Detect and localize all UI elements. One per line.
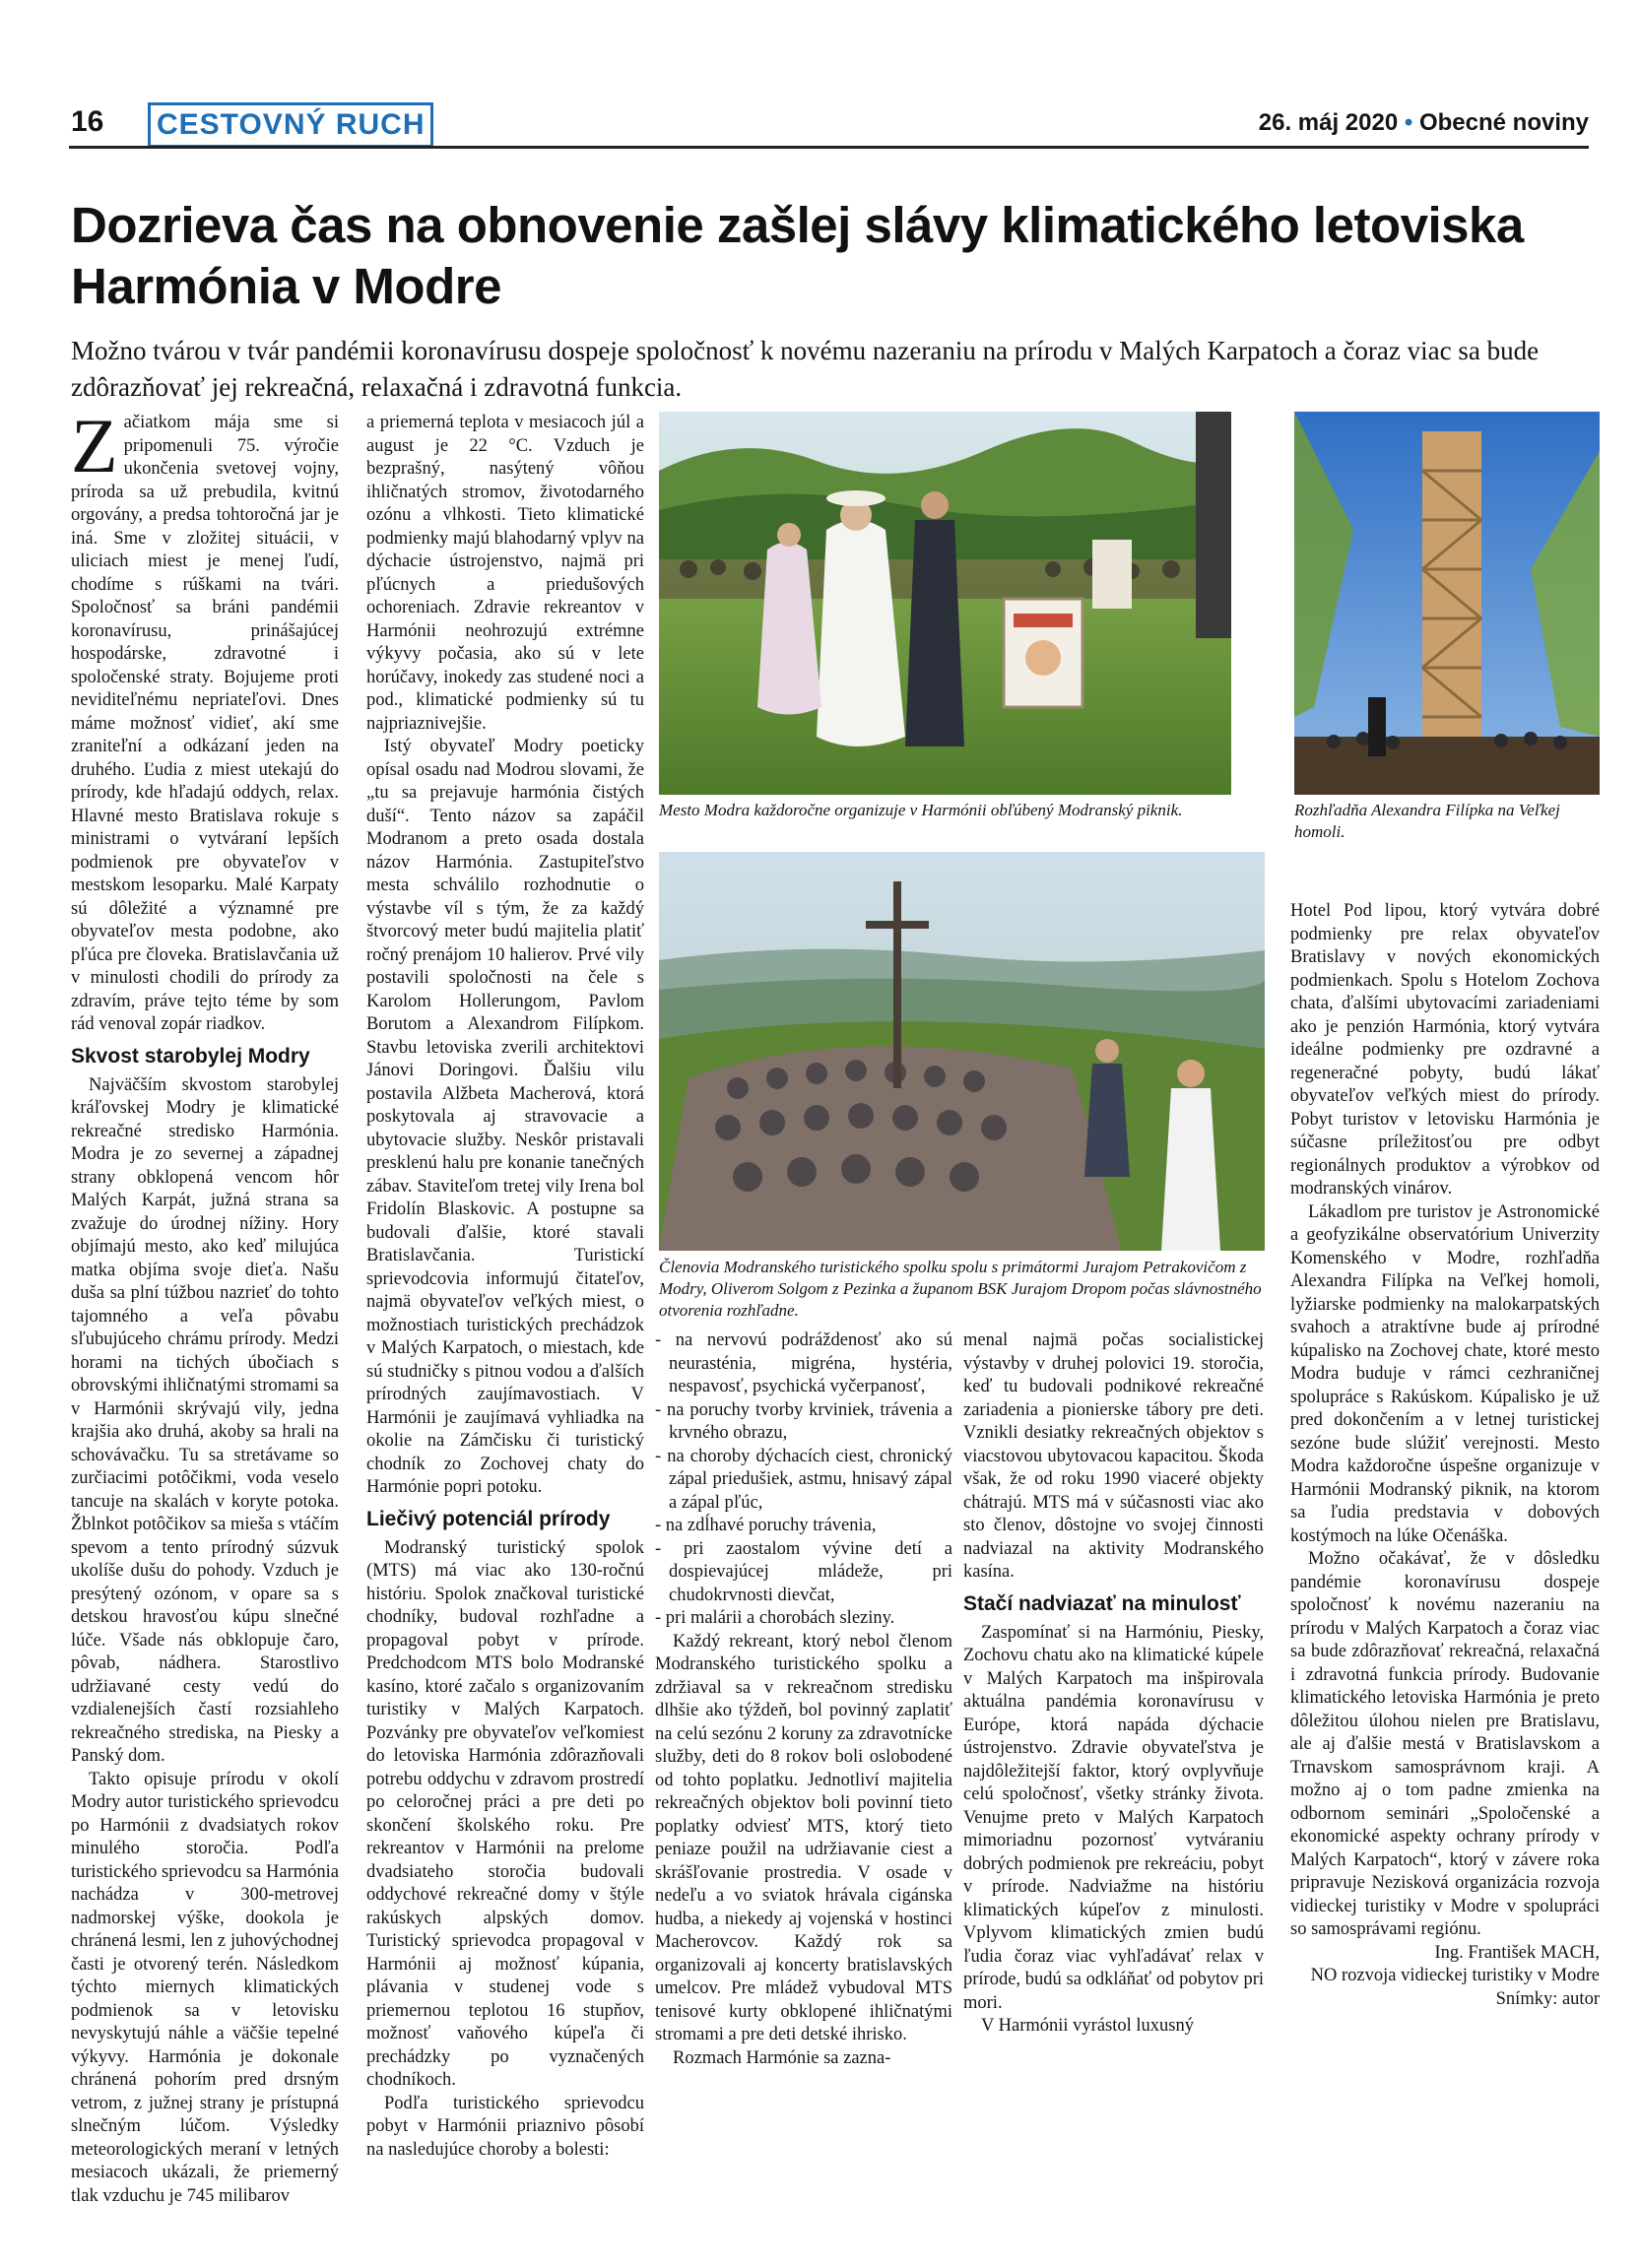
section-label: CESTOVNÝ RUCH	[148, 102, 433, 148]
list-item: - na zdĺhavé poruchy trávenia,	[655, 1516, 877, 1535]
column-4	[963, 1329, 1264, 2039]
picnic-costumes-photo	[659, 412, 1231, 795]
page-number: 16	[71, 105, 104, 138]
paragraph: a priemerná teplota v mesiacoch júl a august je 22 °C. Vzduch je bezprašný, nasýtený vôňou ihličnatých stromov, životodarného ozónu a vlhkosti. Tieto klimatické podmienky majú blahodarný vplyv na dýchacie ústrojenstvo, najmä pri pľúcnych a priedušových ochoreniach. Zdravie rekreantov v Harmónii neohrozujú extrémne výkyvy počasia, ako sú v lete horúčavy, inokedy zas studené noci a pod., klimatické podmienky sú tu najpriaznivejšie.	[366, 413, 644, 734]
paragraph: Takto opisuje prírodu v okolí Modry autor turistického sprievodcu po Harmónii z dvadsiatych rokov minulého storočia. Podľa turistického sprievodcu sa Harmónia nachádza v 300-metrovej nadmorskej výške, dookola je chránená lesmi, len z juhovýchodnej časti je otvorený terén. Následkom týchto miernych klimatických podmienok sa v letovisku nevyskytujú náhle a väčšie tepelné výkyvy. Harmónia je dokonale chránená pohorím pred drsným vetrom, z južnej strany je prístupná slnečným lúčom. Výsledky meteorologických meraní v letných mesiacoch ukázali, že priemerný tlak vzduchu je 745 milibarov	[71, 1769, 339, 2206]
paragraph: Hotel Pod lipou, ktorý vytvára dobré podmienky pre relax obyvateľov Bratislavy v nových ekonomických podmienkach. Spolu s Hotelom Zochova chata, ďalšími ubytovacími zariadeniami ako je penzión Harmónia, ktorý vytvára ideálne podmienky pre ozdravné a regeneračné pobyty, budú lákať obyvateľov veľkých miest do prírody. Pobyt turistov v letovisku Harmónia je súčasne príležitosťou pre odbyt regionálnych produktov a výrobkov od modranských vinárov.	[1290, 901, 1600, 1199]
paragraph: Každý rekreant, ktorý nebol členom Modranského turistického spolku a zdržiaval sa v rekreačnom stredisku dlhšie ako týždeň, bol povinný zaplatiť na celú sezónu 2 koruny za zdravotnícke služby, deti do 8 rokov boli oslobodené od tohto poplatku. Jednotliví majitelia rekreačných objektov boli povinní tieto poplatky odviesť MTS, ktorý tieto peniaze použil na udržiavanie ciest a skrášľovanie prostredia. V osade v nedeľu a vo sviatok hrávala cigánska hudba, a niekedy aj vojenská v hostinci Macherovcov. Každý rok sa organizovali aj koncerty bratislavských umelcov. Pre mládež vybudoval MTS tenisové kurty obklopené ihličnatými stromami a pre deti detské ihrisko.	[655, 1631, 952, 2044]
column-3	[655, 1329, 952, 2070]
paragraph: Rozmach Harmónie sa zazna-	[673, 2047, 891, 2068]
list-item: - pri malárii a chorobách sleziny.	[655, 1608, 895, 1628]
paragraph: menal najmä počas socialistickej výstavby v druhej polovici 19. storočia, keď tu budovali podnikové rekreačné zariadenia a pionierske tábory pre deti. Vznikli desiatky rekreačných objektov s viacstovou ubytovacou kapacitou. Škoda však, že od roku 1990 viaceré objekty chátrajú. MTS má v súčasnosti viac ako sto členov, dôstojne vo svojej činnosti nadviazal na aktivity Modranského kasína.	[963, 1330, 1264, 1582]
photo-credit: Snímky: autor	[1495, 1988, 1600, 2009]
issue-dateline	[1259, 106, 1589, 140]
subheading: Stačí nadviazať na minulosť	[963, 1591, 1241, 1615]
list-item: - pri zaostalom vývine detí a dospievajúcej mládeže, pri chudokrvnosti dievčat,	[655, 1538, 952, 1605]
issue-date: 26. máj 2020	[1258, 109, 1399, 136]
list-item: - na poruchy tvorby krviniek, trávenia a krvného obrazu,	[655, 1399, 952, 1443]
lookout-tower-photo	[1294, 412, 1600, 795]
author-organization: NO rozvoja vidieckej turistiky v Modre	[1310, 1966, 1600, 1985]
paragraph: Najväčším skvostom starobylej kráľovskej Modry je klimatické rekreačné stredisko Harmónia. Modra je zo severnej a západnej strany obklopená vencom hôr Malých Karpát, južná strana sa zvažuje do úrodnej nížiny. Hory objímajú mesto, ako keď milujúca matka objíma svoje dieťa. Našu duša sa plní túžbou nazrieť do tohto tajomného a veľa pôvabu sľubujúceho chrámu prírody. Medzi horami na tichých úbočiach s obrovskými ihličnatými stromami sa v Harmónii skrývajú vily, jedna krajšia ako druhá, akoby sa hrali na schovávačku. Tu sa stretávame so zurčiacimi potôčikmi, voda veselo tancuje na skalách v koryte potoka. Žblnkot potôčikov sa mieša s vtáčím spevom a tento prírodný súzvuk ukolíše dušu do pohody. Vzduch je presýtený ozónom, v opare sa s detskou hravosťou kúpu slnečné lúče. Všade nás obklopuje čaro, pôvab, nádhera. Starostlivo udržiavané cesty vedú do vzdialenejších častí rozsiahleho rekreačného strediska, na Piesky a Panský dom.	[71, 1074, 339, 1766]
photo-caption: Mesto Modra každoročne organizuje v Harmónii obľúbený Modranský piknik.	[659, 801, 1183, 819]
ailment-list	[655, 1329, 952, 1631]
paragraph: Istý obyvateľ Modry poeticky opísal osadu nad Modrou slovami, že „tu sa prejavuje harmónia čistých duší“. Tento názov sa zapáčil Modranom a preto osada dostala názov Harmónia. Zastupiteľstvo mesta schválilo rozhodnutie o výstavbe víl s tým, že za každý štvorcový meter budú majitelia platiť ročný prenájom 10 halierov. Prvé vily postavili spoločnosti na čele s Karolom Hollerungom, Pavlom Borutom a Alexandrom Filípkom. Stavbu letoviska zverili architektovi Jánovi Doringovi. Ďalšiu vilu postavila Alžbeta Macherová, ktorá poskytovala aj stravovacie a ubytovacie služby. Neskôr pristavali presklenú halu pre konanie tanečných zábav. Staviteľom tretej vily Irena bol Fridolín Blaskovic. A postupne sa budovali ďalšie, ktoré stavali Bratislavčania. Turistickí sprievodcovia informujú čitateľov, najmä obyvateľov veľkých miest, o možnostiach turistických prechádzok v Malých Karpatoch, o miestach, kde sú studničky s pitnou vodou a ďalších prírodných zaujímavostiach. V Harmónii je zaujímavá vyhliadka na okolie na Zámčisku či turistický chodník zo Zochovej chaty do Harmónie popri potoku.	[366, 737, 644, 1497]
paragraph: V Harmónii vyrástol luxusný	[981, 2016, 1194, 2036]
subheading: Skvost starobylej Modry	[71, 1044, 310, 1068]
publication-name: Obecné noviny	[1418, 109, 1589, 136]
list-item: - na choroby dýchacích ciest, chronický zápal priedušiek, astmu, hnisavý zápal a zápal pľúc,	[655, 1446, 952, 1513]
paragraph: Podľa turistického sprievodcu pobyt v Harmónii priaznivo pôsobí na nasledujúce choroby a bolesti:	[366, 2093, 644, 2160]
separator-dot: •	[1404, 109, 1413, 136]
subheading: Liečivý potenciál prírody	[366, 1507, 611, 1530]
column-1	[71, 403, 339, 2208]
drop-cap: Z	[71, 403, 118, 488]
column-2	[366, 412, 644, 2162]
list-item: - na nervovú podráždenosť ako sú neurasténia, migréna, hystéria, nespavosť, psychická vyčerpanosť,	[655, 1330, 952, 1396]
article-lead: Možno tvárou v tvár pandémii koronavírusu dospeje spoločnosť k novému nazeraniu na prírodu v Malých Karpatoch a čoraz viac sa bude zdôrazňovať jej rekreačná, relaxačná i zdravotná funkcia.	[71, 336, 1540, 402]
photo-caption: Rozhľadňa Alexandra Filípka na Veľkej homoli.	[1294, 801, 1560, 841]
paragraph: Modranský turistický spolok (MTS) má viac ako 130-ročnú históriu. Spolok značkoval turistické chodníky, budoval rozhľadne a propagoval pobyt v prírode. Predchodcom MTS bolo Modranské kasíno, ktoré začalo s organizovaním turistiky v Malých Karpatoch. Pozvánky pre obyvateľov veľkomiest do letoviska Harmónia zdôrazňovali potrebu oddychu v zdravom prostredí po celoročnej práci a pre deti po skončení školského roku. Pre rekreantov v Harmónii na prelome dvadsiateho storočia budovali oddychové rekreačné domy v štýle rakúskych alpských domov. Turistický sprievodca propagoval v Harmónii aj možnosť kúpania, plávania v studenej vode s priemernou teplotou 16 stupňov, možnosť vaňového kúpeľa či prechádzky po vyznačených chodníkoch.	[366, 1537, 644, 2090]
paragraph: Zaspomínať si na Harmóniu, Piesky, Zochovu chatu ako na klimatické kúpele v Malých Karpatoch ma inšpirovala aktuálna pandémia koronavírusu v Európe, ktorá napáda dýchacie ústrojenstvo. Zdravie obyvateľstva je najdôležitejší faktor, ktorý ovplyvňuje celú spoločnosť, všetky stránky života. Venujme preto v Malých Karpatoch mimoriadnu pozornosť vytváraniu dobrých podmienok pre rekreáciu, pobyt v prírode. Nadviažme na históriu klimatických kúpeľov z minulosti. Vplyvom klimatických zmien budú ľudia čoraz viac vyhľadávať relax v prírode, budú sa odkláňať od pobytov pri mori.	[963, 1622, 1264, 2013]
opening-paragraph	[71, 403, 339, 1037]
paragraph-text: ačiatkom mája sme si pripomenuli 75. výročie ukončenia svetovej vojny, príroda sa už prebudila, kvitnú orgovány, a predsa tohtoročná jar je iná. Sme v zložitej situácii, v uliciach miest je menej ľudí, chodíme s rúškami na tvári. Spoločnosť sa bráni pandémii koronavírusu, prinášajúcej hospodárske, zdravotné i spoločenské straty. Bojujeme proti neviditeľnému nepriateľovi. Dnes máme možnosť vidieť, akí sme zraniteľní a odkázaní jeden na druhého. Ľudia z miest utekajú do prírody, kde hľadajú oddych, relax. Hlavné mesto Bratislava rokuje s ministrami o vytváraní lepších podmienok pre obyvateľov v mestskom lesoparku. Malé Karpaty sú dôležité a významné pre obyvateľov mesta podobne, ako pľúca pre človeka. Bratislavčania už v minulosti chodili do prírody za zdravím, práve tejto téme by som rád venoval zopár riadkov.	[71, 413, 339, 1034]
hillside-crowd-cross-photo	[659, 852, 1265, 1251]
photo-caption: Členovia Modranského turistického spolku spolu s primátormi Jurajom Petrakovičom z Modry, Oliverom Solgom z Pezinka a županom BSK Jurajom Dropom počas slávnostného otvorenia rozhľadne.	[659, 1258, 1262, 1320]
paragraph: Lákadlom pre turistov je Astronomické a geofyzikálne observatórium Univerzity Komenského v Modre, rozhľadňa Alexandra Filípka na Veľkej homoli, lyžiarske podmienky na malokarpatských svahoch a atraktívne bude aj prírodné kúpalisko na Zochovej chate, ktoré mesto Modra buduje v rámci cezhraničnej spolupráce s Rakúskom. Kúpalisko je už pred dokončením a v letnej turistickej sezóne bude slúžiť verejnosti. Mesto Modra každoročne úspešne organizuje v Harmónii Modranský piknik, na ktorom sa ľudia predstavia v dobových kostýmoch na lúke Očenáška.	[1290, 1201, 1600, 1546]
author-name: Ing. František MACH,	[1434, 1942, 1600, 1963]
column-5	[1290, 900, 1600, 2011]
article-headline: Dozrieva čas na obnovenie zašlej slávy klimatického letoviska Harmónia v Modre	[71, 197, 1524, 314]
header-rule	[69, 146, 1589, 149]
paragraph: Možno očakávať, že v dôsledku pandémie koronavírusu dospeje spoločnosť k novému nazeraniu na prírodu v Malých Karpatoch a čoraz viac sa bude zdôrazňovať rekreačná, relaxačná i zdravotná funkcia prírody. Budovanie klimatického letoviska Harmónia je preto dôležitou úlohou nielen pre Bratislavu, ale aj ďalšie mestá v Bratislavskom a Trnavskom samosprávnom kraji. A možno aj o tom padne zmienka na odbornom seminári „Spoločenské a ekonomické aspekty ochrany prírody v Malých Karpatoch“, ktorý v závere roka pripravuje Nezisková organizácia rozvoja vidieckej turistiky v Modre v spolupráci so samosprávami regiónu.	[1290, 1549, 1600, 1939]
